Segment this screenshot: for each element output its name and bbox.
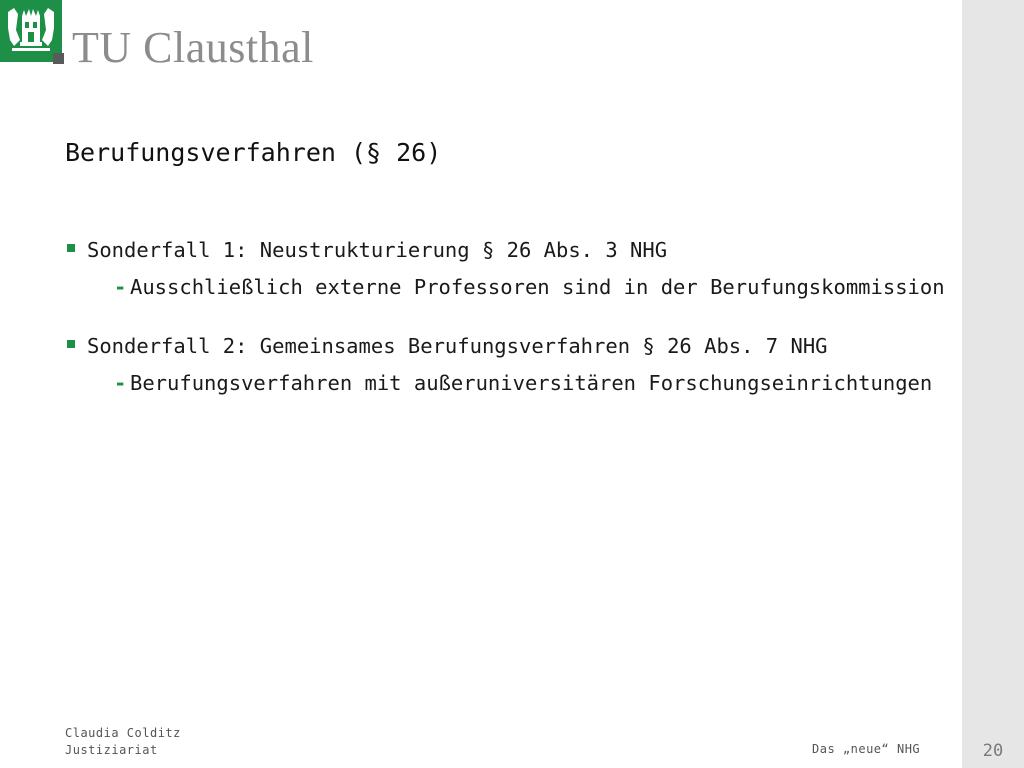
bullet-item-2: [65, 331, 945, 399]
bullet-item-1: [65, 235, 945, 303]
dash-icon: -: [114, 371, 127, 395]
page-number: 20: [982, 741, 1004, 761]
slide-title: Berufungsverfahren (§ 26): [65, 138, 442, 167]
logo-square: [53, 53, 64, 64]
logo-text: TU Clausthal: [72, 23, 314, 72]
bullet-text: Sonderfall 2: Gemeinsames Berufungsverfahren § 26 Abs. 7 NHG: [87, 334, 828, 358]
bullet-text: Sonderfall 1: Neustrukturierung § 26 Abs. 3 NHG: [87, 238, 668, 262]
sub-bullet-item-1: [114, 272, 945, 303]
bullet-square-icon: [67, 244, 75, 252]
bullet-square-icon: [67, 340, 75, 348]
bullet-list: [65, 235, 945, 427]
dash-icon: -: [114, 275, 127, 299]
sub-bullet-text: Ausschließlich externe Professoren sind in der Berufungskommission: [130, 275, 945, 299]
footer-department: Justiziariat: [65, 743, 158, 757]
footer-author-block: [65, 725, 181, 759]
sub-bullet-item-2: [114, 368, 945, 399]
footer-topic: Das „neue“ NHG: [812, 742, 921, 756]
footer-author: Claudia Colditz: [65, 726, 181, 740]
sub-bullet-text: Berufungsverfahren mit außeruniversitären Forschungseinrichtungen: [130, 371, 933, 395]
side-panel: [962, 0, 1024, 768]
